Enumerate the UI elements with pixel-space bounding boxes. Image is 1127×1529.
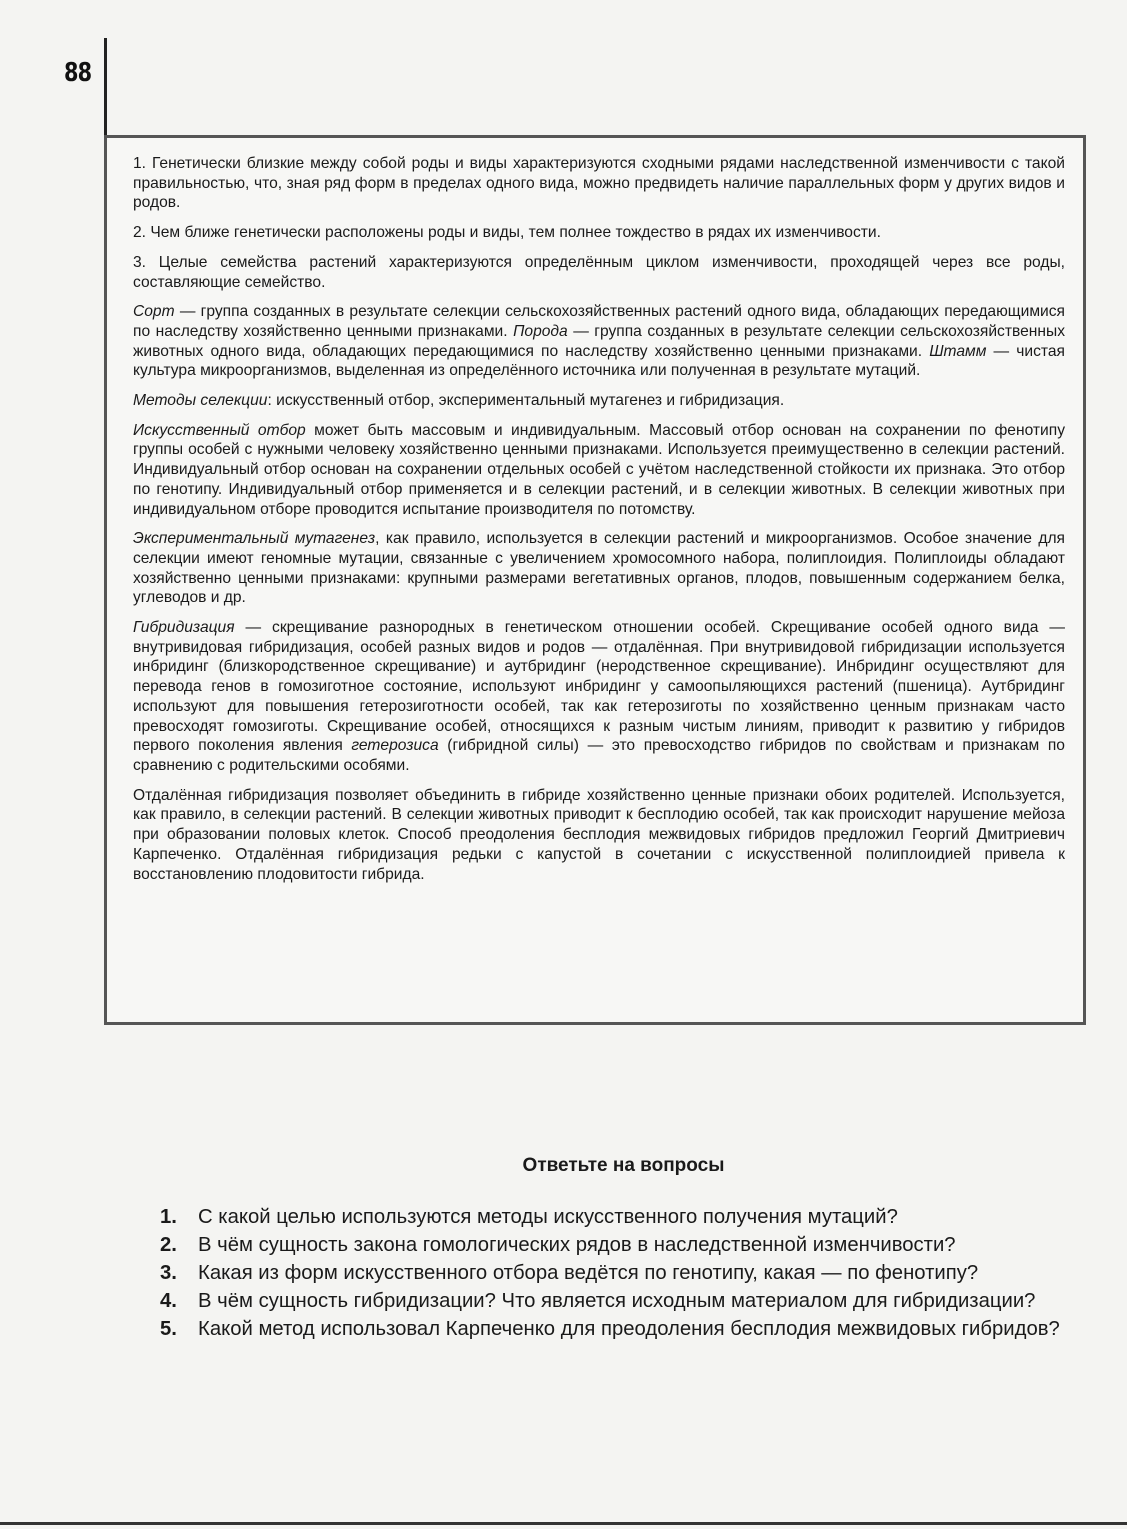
law-1: 1. Генетически близкие между собой роды и виды характеризуются сходными рядами наследственной изменчивости с такой правильностью, что, зная ряд форм в пределах одного вида, можно предвидеть наличие параллельных форм у других видов и родов. (133, 155, 1065, 212)
term-breed: Порода (513, 322, 568, 340)
page-number: 88 (64, 58, 92, 88)
question-item (160, 1317, 1085, 1342)
distant-hybridization-paragraph: Отдалённая гибридизация позволяет объединить в гибриде хозяйственно ценные признаки обоих родителей. Используется, как правило, в селекции растений. В селекции животных приводит к бесплодию особей, так как происходит нарушение мейоза при образовании половых клеток. Способ преодоления бесплодия межвидовых гибридов предложил Георгий Дмитриевич Карпеченко. Отдалённая гибридизация редьки с капустой в сочетании с искусственной полиплоидией привела к восстановлению плодовитости гибрида. (133, 786, 1065, 883)
question-number: 4. (160, 1290, 177, 1312)
hybridization-text-2: (гибридной силы) — это превосходство гибридов по свойствам и признакам по сравнению с родительскими особями. (133, 737, 1065, 774)
question-item (160, 1289, 1085, 1314)
selection-text: может быть массовым и индивидуальным. Массовый отбор основан на сохранении по фенотипу группы особей с нужными человеку хозяйственно ценными признаками. Используется преимущественно в селекции растений. Индивидуальный отбор основан на сохранении отдельных особей с учётом наследственной стойкости их признака. Это отбор по генотипу. Индивидуальный отбор применяется и в селекции растений, и в селекции животных. В селекции животных при индивидуальном отборе проводится испытание производителя по потомству. (133, 421, 1065, 518)
breed-definition: — группа созданных в результате селекции сельскохозяйственных животных одного вида, обладающих передающимися по наследству хозяйственно ценными признаками. (133, 322, 1065, 360)
question-number: 3. (160, 1262, 177, 1284)
question-text: С какой целью используются методы искусственного получения мутаций? (198, 1206, 898, 1228)
term-selection: Искусственный отбор (133, 421, 306, 439)
methods-paragraph (133, 391, 1065, 411)
selection-paragraph (133, 421, 1065, 520)
term-mutagenesis: Экспериментальный мутагенез (133, 530, 376, 548)
summary-box-content (133, 154, 1065, 894)
methods-text: : искусственный отбор, экспериментальный мутагенез и гибридизация. (267, 392, 785, 410)
term-strain: Штамм (929, 342, 987, 360)
question-number: 5. (160, 1318, 177, 1340)
definitions-paragraph (133, 302, 1065, 381)
mutagenesis-paragraph (133, 529, 1065, 608)
law-2: 2. Чем ближе генетически расположены роды и виды, тем полнее тождество в рядах их изменчивости. (133, 224, 881, 242)
strain-definition: — чистая культура микроорганизмов, выделенная из определённого источника или полученная в результате мутаций. (133, 342, 1065, 380)
hybridization-text-1: — скрещивание разнородных в генетическом отношении особей. Скрещивание особей одного вида — внутривидовая гибридизация, особей разных видов и родов — отдалённая. При внутривидовой гибридизации используется инбридинг (близкородственное скрещивание) и аутбридинг (неродственное скрещивание). Инбридинг осуществляют для перевода генов в гомозиготное состояние, используют инбридинг у самоопыляющихся растений (пшеница). Аутбридинг используют для повышения гетерозиготности особей, так как гетерозиготы по хозяйственно ценным признакам часто превосходят гомозиготы. Скрещивание особей, относящихся к разным чистым линиям, приводит к развитию у гибридов первого поколения явления (133, 619, 1065, 755)
question-text: Какой метод использовал Карпеченко для преодоления бесплодия межвидовых гибридов? (198, 1318, 1060, 1340)
question-item (160, 1233, 1085, 1258)
question-number: 2. (160, 1234, 177, 1256)
question-item (160, 1261, 1085, 1286)
summary-box (104, 135, 1086, 1025)
questions-title: Ответьте на вопросы (522, 1155, 725, 1176)
law-3: 3. Целые семейства растений характеризуются определённым циклом изменчивости, проходящей через все роды, составляющие семейство. (133, 253, 1065, 291)
sort-definition: — группа созданных в результате селекции сельскохозяйственных растений одного вида, обладающих передающимися по наследству хозяйственно ценными признаками. (133, 303, 1065, 340)
margin-rule (104, 38, 107, 138)
term-sort: Сорт (133, 303, 175, 321)
questions-list (160, 1205, 1085, 1345)
term-hybridization: Гибридизация (133, 619, 235, 637)
question-text: В чём сущность гибридизации? Что является исходным материалом для гибридизации? (198, 1290, 1036, 1312)
question-text: Какая из форм искусственного отбора ведётся по генотипу, какая — по фенотипу? (198, 1262, 979, 1284)
question-number: 1. (160, 1206, 177, 1228)
term-heterosis: гетерозиса (351, 737, 439, 755)
bottom-rule (0, 1522, 1127, 1525)
mutagenesis-text: , как правило, используется в селекции растений и микроорганизмов. Особое значение для селекции имеют геномные мутации, связанные с увеличением хромосомного набора, полиплоидия. Полиплоиды обладают хозяйственно ценными признаками: крупными размерами вегетативных органов, плодов, повышенным содержанием белка, углеводов и др. (133, 530, 1065, 607)
question-item (160, 1205, 1085, 1230)
question-text: В чём сущность закона гомологических рядов в наследственной изменчивости? (198, 1234, 956, 1256)
term-methods: Методы селекции (133, 392, 268, 410)
hybridization-paragraph (133, 618, 1065, 776)
